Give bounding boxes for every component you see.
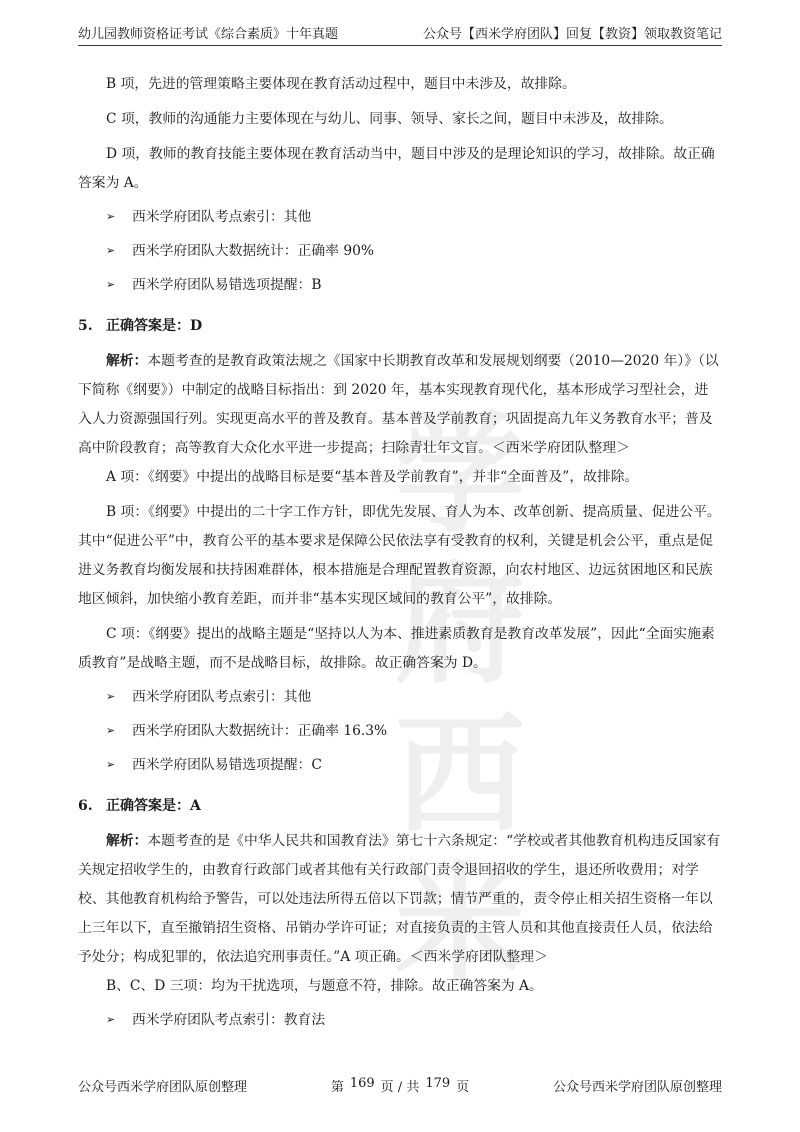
q5-bullet-text: 西米学府团队考点索引：其他 bbox=[132, 689, 312, 705]
q6-analysis bbox=[78, 827, 722, 972]
page-content bbox=[78, 70, 722, 1041]
q5-answer: 正确答案是：D bbox=[106, 318, 203, 334]
arrow-bullet-icon: ➢ bbox=[106, 278, 116, 291]
arrow-bullet-icon: ➢ bbox=[106, 758, 116, 771]
q6-answer: 正确答案是：A bbox=[106, 798, 201, 814]
arrow-bullet-icon: ➢ bbox=[106, 210, 116, 223]
q4-bullet-text: 西米学府团队易错选项提醒：B bbox=[132, 277, 322, 293]
q5-analysis-text: 本题考查的是教育政策法规之《国家中长期教育改革和发展规划纲要（2010—2020 年）》（以下简称《纲要》）中制定的战略目标指出：到 2020 年，基本实现教育现代化，基本形成学习型社会，进入人力资源强国行列。实现更高水平的普及教育。基本普及学前教育；巩固提高九年义务教育水平；普及高中阶段教育；高等教育大众化水平进一步提高；扫除青壮年文盲。＜西米学府团队整理＞ bbox=[78, 353, 719, 456]
q4-bullet-text: 西米学府团队考点索引：其他 bbox=[132, 209, 312, 225]
header-title: 幼儿园教师资格证考试《综合素质》十年真题 bbox=[78, 27, 339, 42]
page-total: 179 bbox=[425, 1076, 451, 1091]
arrow-bullet-icon: ➢ bbox=[106, 1013, 116, 1026]
q5-analysis bbox=[78, 347, 722, 463]
arrow-bullet-icon: ➢ bbox=[106, 244, 116, 257]
page-prefix: 第 bbox=[330, 1080, 344, 1095]
q5-bullet-text: 西米学府团队易错选项提醒：C bbox=[132, 757, 322, 773]
page-footer bbox=[78, 1076, 722, 1095]
q6-bullet bbox=[106, 1007, 722, 1033]
q6-analysis-label: 解析： bbox=[106, 833, 148, 849]
footer-left: 公众号西米学府团队原创整理 bbox=[78, 1080, 248, 1095]
page-number bbox=[331, 1076, 469, 1095]
arrow-bullet-icon: ➢ bbox=[106, 690, 116, 703]
q4-option-b: B 项，先进的管理策略主要体现在教育活动过程中，题目中未涉及，故排除。 bbox=[106, 76, 576, 92]
q6-analysis-text: 本题考查的是《中华人民共和国教育法》第七十六条规定：“学校或者其他教育机构违反国家有关规定招收学生的，由教育行政部门或者其他有关行政部门责令退回招收的学生，退还所收费用；对学校、其他教育机构给予警告，可以处违法所得五倍以下罚款；情节严重的，责令停止相关招生资格一年以上三年以下，直至撤销招生资格、吊销办学许可证；对直接负责的主管人员和其他直接责任人员，依法给予处分；构成犯罪的，依法追究刑事责任。”A 项正确。＜西米学府团队整理＞ bbox=[78, 833, 721, 965]
q5-heading bbox=[78, 312, 722, 341]
q6-number: 6. bbox=[78, 798, 93, 814]
q5-option-a: A 项：《纲要》中提出的战略目标是要“基本普及学前教育”，并非“全面普及”，故排除。 bbox=[106, 469, 639, 485]
q4-bullet bbox=[106, 204, 722, 230]
q4-bullet bbox=[106, 238, 722, 264]
q5-bullet bbox=[106, 752, 722, 778]
q5-bullet-text: 西米学府团队大数据统计：正确率 16.3% bbox=[132, 723, 388, 739]
q4-option-c: C 项，教师的沟通能力主要体现在与幼儿、同事、领导、家长之间，题目中未涉及，故排除。 bbox=[106, 111, 673, 127]
q5-option-c: C 项：《纲要》提出的战略主题是“坚持以人为本、推进素质教育是教育改革发展”，因此“全面实施素质教育”是战略主题，而不是战略目标，故排除。故正确答案为 D。 bbox=[78, 626, 715, 671]
arrow-bullet-icon: ➢ bbox=[106, 724, 116, 737]
q5-number: 5. bbox=[78, 318, 93, 334]
page-suffix: 页 bbox=[456, 1080, 470, 1095]
page-current: 169 bbox=[349, 1076, 375, 1091]
q6-bullet-text: 西米学府团队考点索引：教育法 bbox=[132, 1012, 326, 1028]
header-promo: 公众号【西米学府团队】回复【教资】领取教资笔记 bbox=[422, 27, 722, 42]
q6-heading bbox=[78, 792, 722, 821]
q5-bullet bbox=[106, 718, 722, 744]
q5-bullet bbox=[106, 684, 722, 710]
q6-option-bcd: B、C、D 三项：均为干扰选项，与题意不符，排除。故正确答案为 A。 bbox=[106, 978, 543, 994]
q4-option-d: D 项，教师的教育技能主要体现在教育活动当中，题目中涉及的是理论知识的学习，故排除。故正确答案为 A。 bbox=[78, 146, 715, 191]
watermark-line2: 西米 bbox=[394, 699, 525, 1001]
q4-bullet-text: 西米学府团队大数据统计：正确率 90% bbox=[132, 243, 375, 259]
q5-option-b: B 项：《纲要》中提出的二十字工作方针，即优先发展、育人为本、改革创新、提高质量、促进公平。其中“促进公平”中，教育公平的基本要求是保障公民依法享有受教育的权利，关键是机会公平，重点是促进义务教育均衡发展和扶持困难群体，根本措施是合理配置教育资源，向农村地区、边远贫困地区和民族地区倾斜，加快缩小教育差距，而并非“基本实现区域间的教育公平”，故排除。 bbox=[78, 504, 721, 607]
q5-analysis-label: 解析： bbox=[106, 353, 148, 369]
page-header bbox=[78, 20, 722, 46]
page-mid: 页 / 共 bbox=[380, 1080, 420, 1095]
watermark-line1: 学府 bbox=[394, 399, 525, 701]
q4-bullet bbox=[106, 272, 722, 298]
footer-right: 公众号西米学府团队原创整理 bbox=[552, 1080, 722, 1095]
